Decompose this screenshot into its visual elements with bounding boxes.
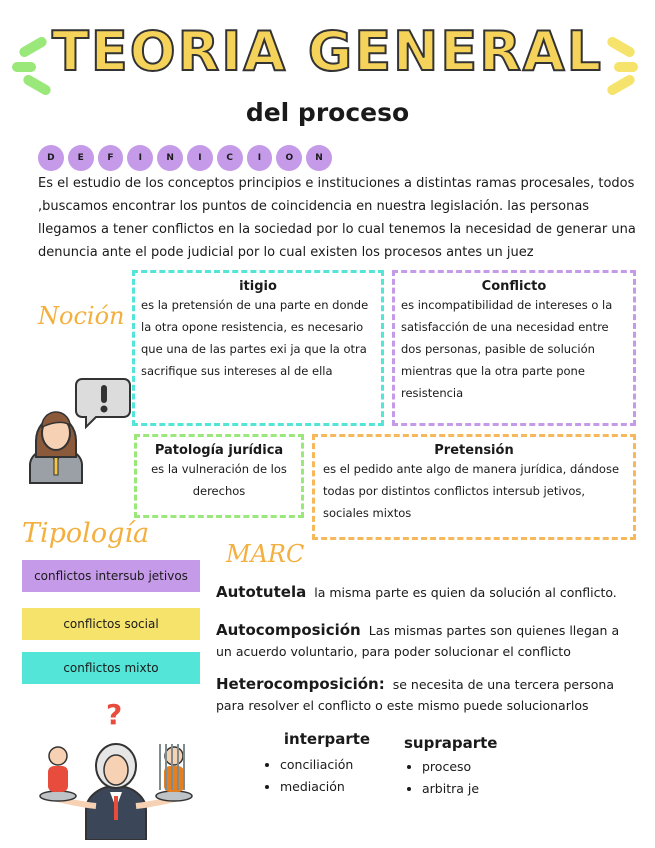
page-title: TEORIA GENERAL (52, 20, 603, 83)
tipologia-item: conflictos mixto (22, 652, 200, 684)
pretension-text: es el pedido ante algo de manera jurídica, dándose todas por distintos conflictos intersub jetivos, sociales mixtos (323, 462, 620, 520)
heterocomposicion-term: Heterocomposición: (216, 675, 385, 693)
definicion-letter: N (306, 145, 332, 171)
list-item: • conciliación (280, 754, 392, 776)
supraparte-list (404, 756, 534, 800)
autotutela-item (216, 582, 636, 603)
tipologia-item: conflictos intersub jetivos (22, 560, 200, 592)
supraparte-column (404, 734, 534, 800)
autocomposicion-item (216, 620, 636, 662)
patologia-box (134, 434, 304, 518)
litigio-text: es la pretensión de una parte en donde la otra opone resistencia, es necesario que una de las partes exi ja que la otra sacrifique sus intereses al de ella (141, 298, 369, 378)
supraparte-title: supraparte (404, 734, 498, 752)
nocion-heading: Noción (38, 302, 125, 330)
list-item: • proceso (422, 756, 534, 778)
tipologia-item: conflictos social (22, 608, 200, 640)
list-item: • mediación (280, 776, 392, 798)
definicion-letter: E (68, 145, 94, 171)
definicion-text: Es el estudio de los conceptos principios e instituciones a distintas ramas procesales, todos ,buscamos encontrar los puntos de coincidencia en nuestra legislación. las personas llegamos a tener conflictos en la sociedad por lo cual tenemos la necesidad de generar una denuncia ante el pode judicial por lo cual existen los procesos antes un juez (38, 176, 636, 260)
definicion-letter: C (217, 145, 243, 171)
page-subtitle: del proceso (245, 98, 410, 127)
list-item: • arbitra je (422, 778, 534, 800)
pretension-box (312, 434, 636, 540)
interparte-list (262, 754, 392, 798)
pretension-title: Pretensión (434, 443, 514, 458)
woman-question-icon (22, 375, 132, 485)
definicion-letter: O (276, 145, 302, 171)
autotutela-term: Autotutela (216, 583, 307, 601)
conflicto-title: Conflicto (481, 279, 547, 294)
patologia-text: es la vulneración de los derechos (151, 462, 287, 498)
definicion-letter: I (247, 145, 273, 171)
definicion-letter: F (98, 145, 124, 171)
conflicto-text: es incompatibilidad de intereses o la satisfacción de una necesidad entre dos personas, pasible de solución mientras que la otra parte pone resistencia (401, 298, 613, 400)
definicion-letter: I (127, 145, 153, 171)
interparte-title: interparte (283, 730, 371, 748)
litigio-box (132, 270, 384, 426)
heterocomposicion-text: se necesita de una tercera persona para resolver el conflicto o este mismo puede solucionarlos (216, 677, 614, 713)
definicion-letter: I (187, 145, 213, 171)
svg-text:?: ? (106, 700, 123, 731)
autotutela-text: la misma parte es quien da solución al conflicto. (314, 585, 617, 600)
tipologia-heading: Tipología (22, 518, 150, 549)
litigio-title: itigio (239, 279, 277, 294)
autocomposicion-text: Las mismas partes son quienes llegan a un acuerdo voluntario, para poder solucionar el conflicto (216, 623, 620, 659)
autocomposicion-term: Autocomposición (216, 621, 361, 639)
patologia-title: Patología jurídica (154, 443, 284, 458)
conflicto-box (392, 270, 636, 426)
marc-heading: MARC (226, 540, 305, 568)
definicion-letter: N (157, 145, 183, 171)
heterocomposicion-item (216, 674, 636, 716)
judge-illustration-icon (36, 700, 196, 840)
definicion-label (38, 145, 332, 171)
definicion-letter: D (38, 145, 64, 171)
interparte-column (262, 730, 392, 798)
